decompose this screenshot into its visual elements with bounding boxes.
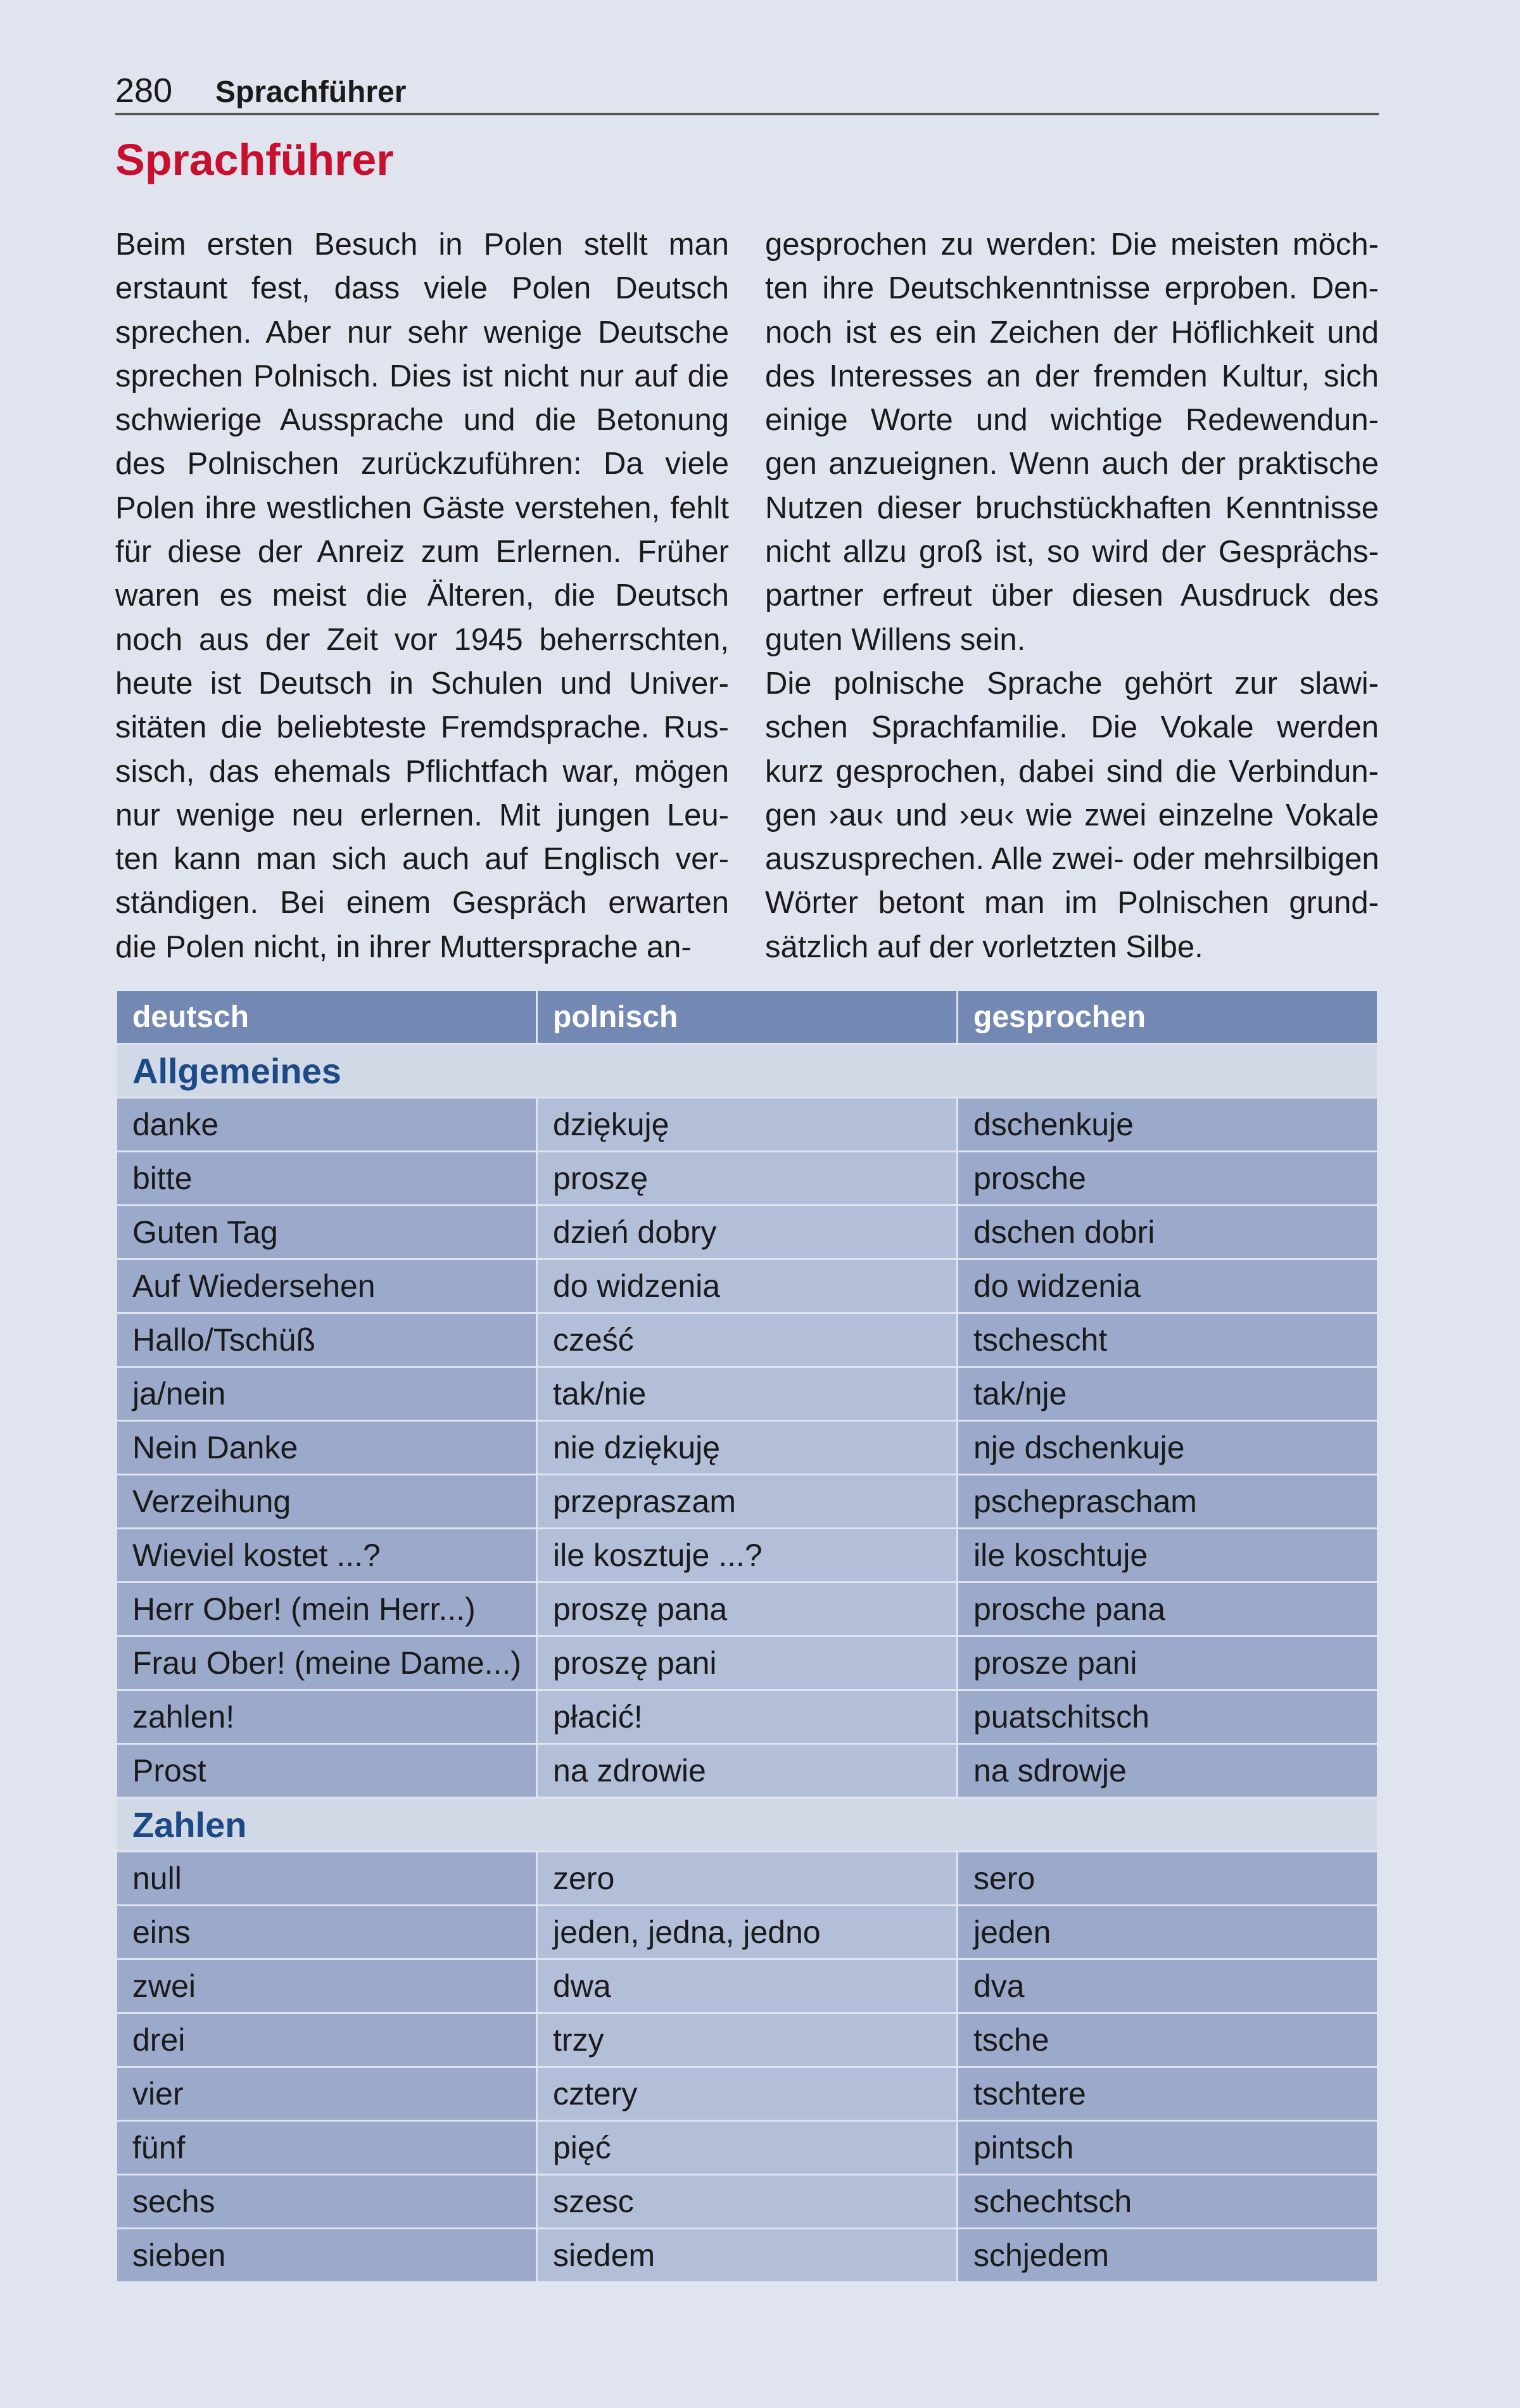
- text-line: ten kann man sich auch auf Englisch ver-: [115, 842, 729, 877]
- text-line: gen anzueignen. Wenn auch der praktische: [765, 447, 1379, 481]
- cell-gesprochen: ile koschtuje: [958, 1529, 1378, 1583]
- cell-deutsch: vier: [117, 2067, 537, 2121]
- cell-deutsch: ja/nein: [117, 1367, 537, 1421]
- table-row: [117, 1475, 1378, 1529]
- text-line: gen ›au‹ und ›eu‹ wie zwei einzelne Vokale: [765, 798, 1379, 832]
- text-line: auszusprechen. Alle zwei- oder mehrsilbigen: [765, 842, 1379, 877]
- cell-polnisch: proszę: [537, 1152, 958, 1206]
- table-row: [117, 1313, 1378, 1367]
- table-header-row: [117, 990, 1378, 1044]
- cell-gesprochen: puatschitsch: [958, 1690, 1378, 1744]
- cell-deutsch: sechs: [117, 2175, 537, 2229]
- text-line: schwierige Aussprache und die Betonung: [115, 403, 729, 438]
- cell-deutsch: fünf: [117, 2121, 537, 2175]
- cell-gesprochen: nje dschenkuje: [958, 1421, 1378, 1475]
- text-line: kurz gesprochen, dabei sind die Verbindun-: [765, 754, 1379, 789]
- phrase-table: [115, 989, 1379, 2283]
- text-line: nur wenige neu erlernen. Mit jungen Leu-: [115, 798, 729, 832]
- text-line: noch aus der Zeit vor 1945 beherrschten,: [115, 622, 729, 657]
- cell-polnisch: na zdrowie: [537, 1744, 958, 1798]
- section-row: [117, 1798, 1378, 1852]
- section-row: [117, 1044, 1378, 1098]
- text-line: Nutzen dieser bruchstückhaften Kenntnisse: [765, 490, 1379, 525]
- table-row: [117, 1852, 1378, 1906]
- column-header: gesprochen: [958, 990, 1378, 1044]
- cell-gesprochen: prosche pana: [958, 1583, 1378, 1636]
- cell-gesprochen: tschtere: [958, 2067, 1378, 2121]
- cell-deutsch: sieben: [117, 2229, 537, 2283]
- cell-deutsch: Herr Ober! (mein Herr...): [117, 1583, 537, 1636]
- cell-polnisch: trzy: [537, 2013, 958, 2067]
- cell-deutsch: Verzeihung: [117, 1475, 537, 1529]
- page-number: 280: [115, 72, 173, 110]
- text-line: des Polnischen zurückzuführen: Da viele: [115, 447, 729, 481]
- cell-polnisch: tak/nie: [537, 1367, 958, 1421]
- table-row: [117, 1636, 1378, 1690]
- text-line: Wörter betont man im Polnischen grund-: [765, 886, 1379, 921]
- cell-deutsch: danke: [117, 1098, 537, 1152]
- cell-gesprochen: pintsch: [958, 2121, 1378, 2175]
- text-line: sisch, das ehemals Pflichtfach war, mögen: [115, 754, 729, 789]
- cell-polnisch: dwa: [537, 1959, 958, 2013]
- table-row: [117, 1906, 1378, 1959]
- table-row: [117, 1206, 1378, 1259]
- page-title: Sprachführer: [115, 135, 394, 184]
- cell-deutsch: Wieviel kostet ...?: [117, 1529, 537, 1583]
- table-row: [117, 2067, 1378, 2121]
- text-line: sprechen. Aber nur sehr wenige Deutsche: [115, 315, 729, 350]
- cell-polnisch: nie dziękuję: [537, 1421, 958, 1475]
- text-line: heute ist Deutsch in Schulen und Univer-: [115, 666, 729, 701]
- table-row: [117, 2229, 1378, 2283]
- cell-deutsch: eins: [117, 1906, 537, 1959]
- cell-polnisch: cztery: [537, 2067, 958, 2121]
- cell-polnisch: przepraszam: [537, 1475, 958, 1529]
- cell-deutsch: null: [117, 1852, 537, 1906]
- table-row: [117, 1583, 1378, 1636]
- cell-gesprochen: tak/nje: [958, 1367, 1378, 1421]
- text-line: partner erfreut über diesen Ausdruck des: [765, 578, 1379, 613]
- table-row: [117, 2121, 1378, 2175]
- table-row: [117, 1744, 1378, 1798]
- text-line: sitäten die beliebteste Fremdsprache. Rus-: [115, 710, 729, 745]
- cell-polnisch: dziękuję: [537, 1098, 958, 1152]
- cell-deutsch: Hallo/Tschüß: [117, 1313, 537, 1367]
- cell-polnisch: zero: [537, 1852, 958, 1906]
- text-line: guten Willens sein.: [765, 622, 1026, 657]
- cell-gesprochen: dschenkuje: [958, 1098, 1378, 1152]
- column-header: polnisch: [537, 990, 958, 1044]
- cell-deutsch: Prost: [117, 1744, 537, 1798]
- text-line: einige Worte und wichtige Redewendun-: [765, 403, 1379, 438]
- text-line: für diese der Anreiz zum Erlernen. Früher: [115, 535, 729, 570]
- running-header: [115, 68, 1379, 115]
- text-line: sprechen Polnisch. Dies ist nicht nur auf die: [115, 359, 729, 393]
- cell-gesprochen: sero: [958, 1852, 1378, 1906]
- intro-column-left: [115, 223, 729, 969]
- cell-gesprochen: prosche: [958, 1152, 1378, 1206]
- cell-deutsch: zwei: [117, 1959, 537, 2013]
- text-line: die Polen nicht, in ihrer Muttersprache an-: [115, 929, 692, 964]
- cell-polnisch: szesc: [537, 2175, 958, 2229]
- cell-gesprochen: jeden: [958, 1906, 1378, 1959]
- text-line: Polen ihre westlichen Gäste verstehen, fehlt: [115, 490, 729, 525]
- section-title: Allgemeines: [117, 1044, 1378, 1098]
- cell-gesprochen: pscheprascham: [958, 1475, 1378, 1529]
- cell-gesprochen: schechtsch: [958, 2175, 1378, 2229]
- text-line: noch ist es ein Zeichen der Höflichkeit und: [765, 315, 1379, 350]
- intro-column-right: [765, 223, 1379, 969]
- cell-deutsch: zahlen!: [117, 1690, 537, 1744]
- table-row: [117, 1690, 1378, 1744]
- cell-polnisch: jeden, jedna, jedno: [537, 1906, 958, 1959]
- text-line: ten ihre Deutschkenntnisse erproben. Den-: [765, 271, 1379, 306]
- cell-deutsch: Nein Danke: [117, 1421, 537, 1475]
- cell-polnisch: proszę pani: [537, 1636, 958, 1690]
- cell-deutsch: drei: [117, 2013, 537, 2067]
- text-line: ständigen. Bei einem Gespräch erwarten: [115, 886, 729, 921]
- cell-polnisch: pięć: [537, 2121, 958, 2175]
- table-row: [117, 2013, 1378, 2067]
- text-line: nicht allzu groß ist, so wird der Gesprächs-: [765, 535, 1379, 570]
- table-row: [117, 1959, 1378, 2013]
- table-row: [117, 1098, 1378, 1152]
- text-line: waren es meist die Älteren, die Deutsch: [115, 578, 729, 613]
- cell-gesprochen: tsche: [958, 2013, 1378, 2067]
- text-line: gesprochen zu werden: Die meisten möch-: [765, 227, 1379, 262]
- cell-gesprochen: do widzenia: [958, 1259, 1378, 1313]
- column-header: deutsch: [117, 990, 537, 1044]
- cell-gesprochen: na sdrowje: [958, 1744, 1378, 1798]
- text-line: Die polnische Sprache gehört zur slawi-: [765, 666, 1379, 701]
- table-row: [117, 1259, 1378, 1313]
- cell-gesprochen: schjedem: [958, 2229, 1378, 2283]
- cell-polnisch: do widzenia: [537, 1259, 958, 1313]
- cell-polnisch: siedem: [537, 2229, 958, 2283]
- cell-polnisch: cześć: [537, 1313, 958, 1367]
- cell-gesprochen: dschen dobri: [958, 1206, 1378, 1259]
- text-line: des Interesses an der fremden Kultur, sich: [765, 359, 1379, 393]
- cell-gesprochen: prosze pani: [958, 1636, 1378, 1690]
- text-line: sätzlich auf der vorletzten Silbe.: [765, 929, 1203, 964]
- cell-deutsch: Frau Ober! (meine Dame...): [117, 1636, 537, 1690]
- table-row: [117, 1529, 1378, 1583]
- cell-gesprochen: tschescht: [958, 1313, 1378, 1367]
- table-row: [117, 1152, 1378, 1206]
- cell-deutsch: Guten Tag: [117, 1206, 537, 1259]
- cell-polnisch: ile kosztuje ...?: [537, 1529, 958, 1583]
- text-line: Beim ersten Besuch in Polen stellt man: [115, 227, 729, 262]
- table-row: [117, 1367, 1378, 1421]
- running-section-title: Sprachführer: [215, 75, 407, 109]
- text-line: erstaunt fest, dass viele Polen Deutsch: [115, 271, 729, 306]
- cell-polnisch: dzień dobry: [537, 1206, 958, 1259]
- cell-gesprochen: dva: [958, 1959, 1378, 2013]
- table-row: [117, 1421, 1378, 1475]
- cell-polnisch: płacić!: [537, 1690, 958, 1744]
- section-title: Zahlen: [117, 1798, 1378, 1852]
- cell-deutsch: bitte: [117, 1152, 537, 1206]
- cell-deutsch: Auf Wiedersehen: [117, 1259, 537, 1313]
- cell-polnisch: proszę pana: [537, 1583, 958, 1636]
- text-line: schen Sprachfamilie. Die Vokale werden: [765, 710, 1379, 745]
- table-row: [117, 2175, 1378, 2229]
